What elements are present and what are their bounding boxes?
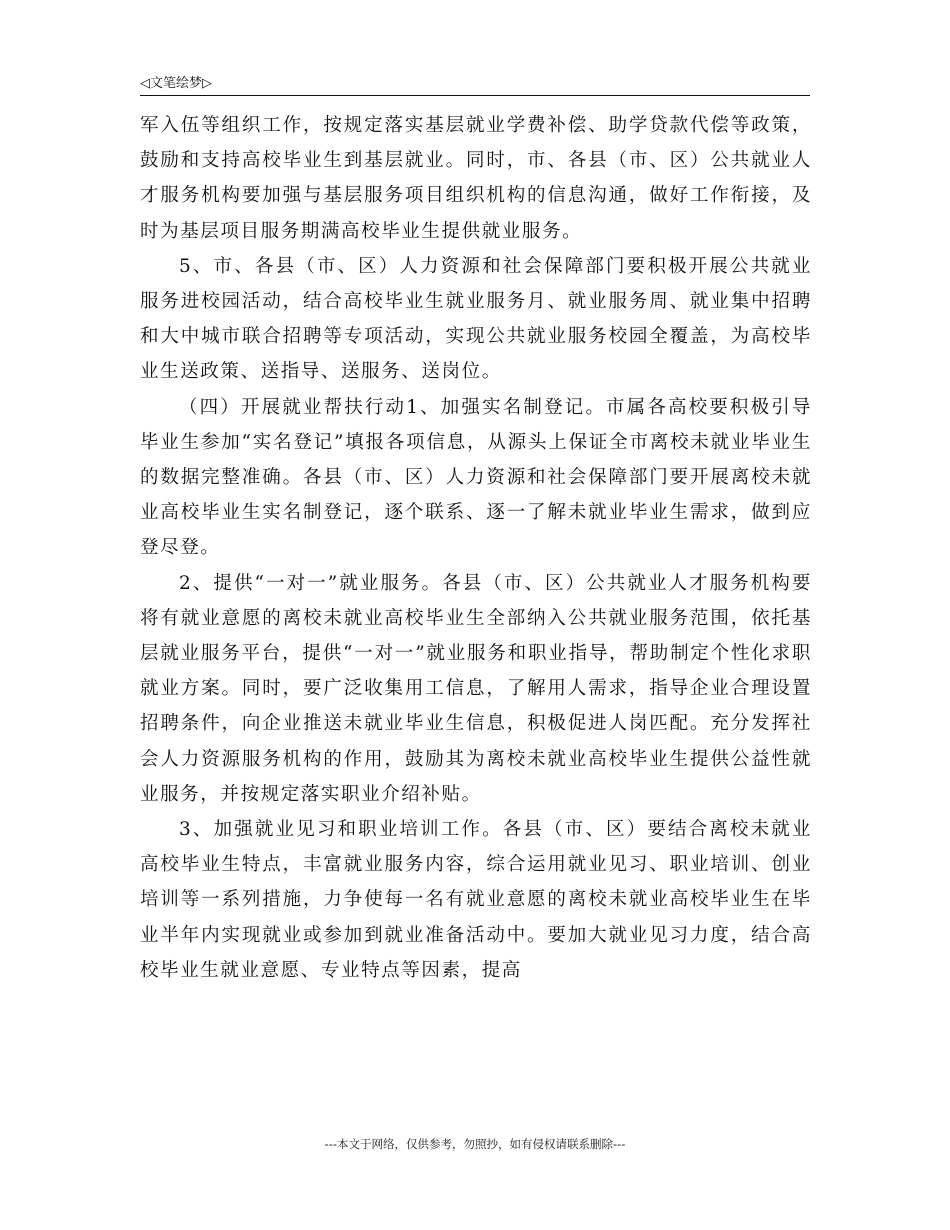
paragraph-5: 3、加强就业见习和职业培训工作。各县（市、区）要结合离校未就业高校毕业生特点，丰富就业服务内容，综合运用就业见习、职业培训、创业培训等一系列措施，力争使每一名有就业意愿的离校未就业高校毕业生在毕业半年内实现就业或参加到就业准备活动中。要加大就业见习力度，结合高校毕业生就业意愿、专业特点等因素，提高 bbox=[140, 819, 812, 981]
header-divider bbox=[140, 95, 810, 96]
document-body bbox=[140, 108, 812, 988]
paragraph-3: （四）开展就业帮扶行动1、加强实名制登记。市属各高校要积极引导毕业生参加“实名登记”填报各项信息，从源头上保证全市离校未就业毕业生的数据完整准确。各县（市、区）人力资源和社会保障部门要开展离校未就业高校毕业生实名制登记，逐个联系、逐一了解未就业毕业生需求，做到应登尽登。 bbox=[140, 396, 812, 559]
paragraph-4: 2、提供“一对一”就业服务。各县（市、区）公共就业人才服务机构要将有就业意愿的离校未就业高校毕业生全部纳入公共就业服务范围，依托基层就业服务平台，提供“一对一”就业服务和职业指导，帮助制定个性化求职就业方案。同时，要广泛收集用工信息，了解用人需求，指导企业合理设置招聘条件，向企业推送未就业毕业生信息，积极促进人岗匹配。充分发挥社会人力资源服务机构的作用，鼓励其为离校未就业高校毕业生提供公益性就业服务，并按规定落实职业介绍补贴。 bbox=[140, 572, 812, 805]
paragraph-2: 5、市、各县（市、区）人力资源和社会保障部门要积极开展公共就业服务进校园活动，结合高校毕业生就业服务月、就业服务周、就业集中招聘和大中城市联合招聘等专项活动，实现公共就业服务校园全覆盖，为高校毕业生送政策、送指导、送服务、送岗位。 bbox=[140, 255, 812, 383]
paragraph-1: 军入伍等组织工作，按规定落实基层就业学费补偿、助学贷款代偿等政策，鼓励和支持高校毕业生到基层就业。同时，市、各县（市、区）公共就业人才服务机构要加强与基层服务项目组织机构的信息沟通，做好工作衔接，及时为基层项目服务期满高校毕业生提供就业服务。 bbox=[140, 115, 812, 242]
page-header bbox=[140, 76, 810, 98]
page-footer-disclaimer: ---本文于网络，仅供参考，勿照抄，如有侵权请联系删除--- bbox=[324, 1137, 626, 1151]
header-brand-mark: ◁文笔绘梦▷ bbox=[140, 76, 212, 91]
